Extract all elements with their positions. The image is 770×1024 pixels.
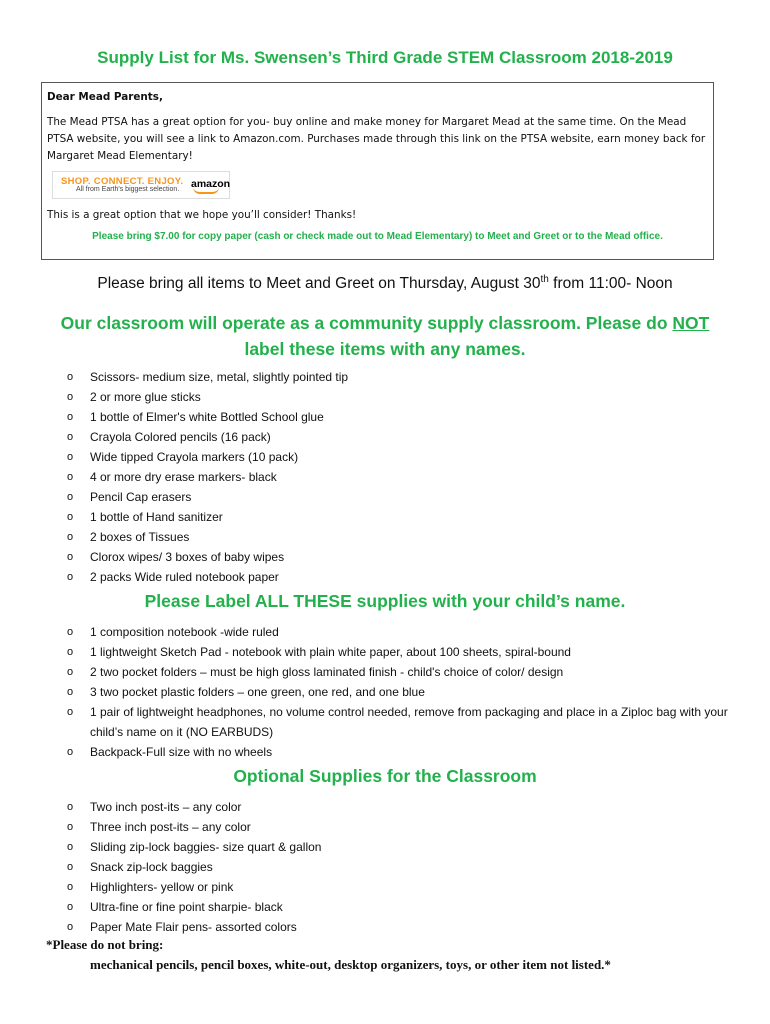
list-item: [0, 427, 730, 447]
list-item: [0, 527, 730, 547]
list-item: [0, 837, 730, 857]
list-item: [0, 407, 730, 427]
list-item-text: 1 lightweight Sketch Pad - notebook with plain white paper, about 100 sheets, spiral-bound: [90, 645, 571, 659]
bullet-icon: o: [67, 686, 74, 698]
logo-tagline: All from Earth's biggest selection.: [76, 186, 180, 193]
bullet-icon: o: [67, 706, 74, 718]
notice-body: The Mead PTSA has a great option for you- buy online and make money for Margaret Mead at the same time. On the Mead PTSA website, you will see a link to Amazon.com. Purchases made through this link on the PTSA website, earn money back for Margaret Mead Elementary!: [47, 116, 706, 162]
notice-thanks: This is a great option that we hope you’ll consider! Thanks!: [47, 209, 357, 221]
list-item-text: 2 or more glue sticks: [90, 390, 201, 404]
list-item-text: 4 or more dry erase markers- black: [90, 470, 277, 484]
list-item: [0, 622, 730, 642]
list-item-text: Crayola Colored pencils (16 pack): [90, 430, 271, 444]
list-item: [0, 682, 730, 702]
bullet-icon: o: [67, 626, 74, 638]
bullet-icon: o: [67, 646, 74, 658]
logo-brand: amazon: [191, 178, 231, 190]
list-item: [0, 817, 730, 837]
labeled-supply-list: [0, 622, 730, 762]
list-item-text: 3 two pocket plastic folders – one green, one red, and one blue: [90, 685, 425, 699]
list-item: [0, 797, 730, 817]
bullet-icon: o: [67, 666, 74, 678]
list-item: [0, 742, 730, 762]
list-item: [0, 702, 730, 742]
list-item: [0, 487, 730, 507]
list-item-text: 2 boxes of Tissues: [90, 530, 190, 544]
list-item-text: Clorox wipes/ 3 boxes of baby wipes: [90, 550, 285, 564]
list-item: [0, 877, 730, 897]
bullet-icon: o: [67, 411, 74, 423]
community-supply-heading: [60, 310, 710, 362]
do-not-bring-items: mechanical pencils, pencil boxes, white-out, desktop organizers, toys, or other item not listed.*: [90, 957, 611, 972]
list-item-text: Backpack-Full size with no wheels: [90, 745, 273, 759]
meet-prefix: Please bring all items to Meet and Greet on Thursday, August 30: [97, 275, 541, 293]
label-supplies-heading: Please Label ALL THESE supplies with your child’s name.: [144, 591, 626, 611]
logo-slogan: SHOP. CONNECT. ENJOY.: [61, 176, 184, 187]
list-item: [0, 567, 730, 587]
page-title: Supply List for Ms. Swensen’s Third Grade STEM Classroom 2018-2019: [97, 48, 673, 67]
meet-suffix: from 11:00- Noon: [548, 275, 673, 293]
list-item-text: Scissors- medium size, metal, slightly pointed tip: [90, 370, 349, 384]
ptsa-notice-box: [41, 82, 714, 260]
list-item-text: 1 bottle of Elmer's white Bottled School glue: [90, 410, 324, 424]
list-item-text: 1 composition notebook -wide ruled: [90, 625, 279, 639]
copy-paper-note: Please bring $7.00 for copy paper (cash or check made out to Mead Elementary) to Meet and Greet or to the Mead office.: [92, 231, 663, 242]
list-item-text: Highlighters- yellow or pink: [90, 880, 234, 894]
amazon-smile-icon: [193, 187, 219, 194]
list-item: [0, 662, 730, 682]
optional-supply-list: [0, 797, 730, 937]
list-item-text: 2 packs Wide ruled notebook paper: [90, 570, 279, 584]
bullet-icon: o: [67, 881, 74, 893]
list-item-text: Ultra-fine or fine point sharpie- black: [90, 900, 283, 914]
bullet-icon: o: [67, 746, 74, 758]
list-item-text: Three inch post-its – any color: [90, 820, 251, 834]
list-item-text: Sliding zip-lock baggies- size quart & gallon: [90, 840, 322, 854]
community-pre: Our classroom will operate as a community supply classroom. Please do: [60, 313, 673, 333]
bullet-icon: o: [67, 841, 74, 853]
list-item-text: Wide tipped Crayola markers (10 pack): [90, 450, 299, 464]
bullet-icon: o: [67, 901, 74, 913]
list-item: [0, 547, 730, 567]
meet-superscript: th: [540, 274, 549, 285]
bullet-icon: o: [67, 451, 74, 463]
bullet-icon: o: [67, 391, 74, 403]
do-not-bring-heading: *Please do not bring:: [46, 937, 164, 952]
list-item: [0, 447, 730, 467]
meet-and-greet-line: [0, 274, 770, 293]
bullet-icon: o: [67, 821, 74, 833]
bullet-icon: o: [67, 551, 74, 563]
list-item: [0, 467, 730, 487]
community-supply-list: [0, 367, 730, 587]
list-item-text: 1 pair of lightweight headphones, no volume control needed, remove from packaging and place in a Ziploc bag with your child’s name on it (NO EARBUDS): [90, 705, 728, 739]
list-item: [0, 897, 730, 917]
bullet-icon: o: [67, 491, 74, 503]
list-item: [0, 387, 730, 407]
list-item: [0, 642, 730, 662]
list-item: [0, 917, 730, 937]
list-item: [0, 857, 730, 877]
bullet-icon: o: [67, 371, 74, 383]
list-item-text: Paper Mate Flair pens- assorted colors: [90, 920, 297, 934]
bullet-icon: o: [67, 431, 74, 443]
bullet-icon: o: [67, 921, 74, 933]
bullet-icon: o: [67, 531, 74, 543]
community-not: NOT: [672, 313, 710, 333]
bullet-icon: o: [67, 511, 74, 523]
bullet-icon: o: [67, 571, 74, 583]
community-post: label these items with any names.: [244, 339, 526, 359]
optional-supplies-heading: Optional Supplies for the Classroom: [233, 766, 537, 786]
bullet-icon: o: [67, 861, 74, 873]
bullet-icon: o: [67, 471, 74, 483]
list-item: [0, 367, 730, 387]
list-item-text: Pencil Cap erasers: [90, 490, 192, 504]
list-item: [0, 507, 730, 527]
list-item-text: Two inch post-its – any color: [90, 800, 242, 814]
list-item-text: 1 bottle of Hand sanitizer: [90, 510, 223, 524]
list-item-text: 2 two pocket folders – must be high gloss laminated finish - child's choice of color/ design: [90, 665, 564, 679]
notice-greeting: Dear Mead Parents,: [47, 91, 163, 103]
bullet-icon: o: [67, 801, 74, 813]
list-item-text: Snack zip-lock baggies: [90, 860, 213, 874]
amazon-smile-logo: [52, 171, 230, 199]
